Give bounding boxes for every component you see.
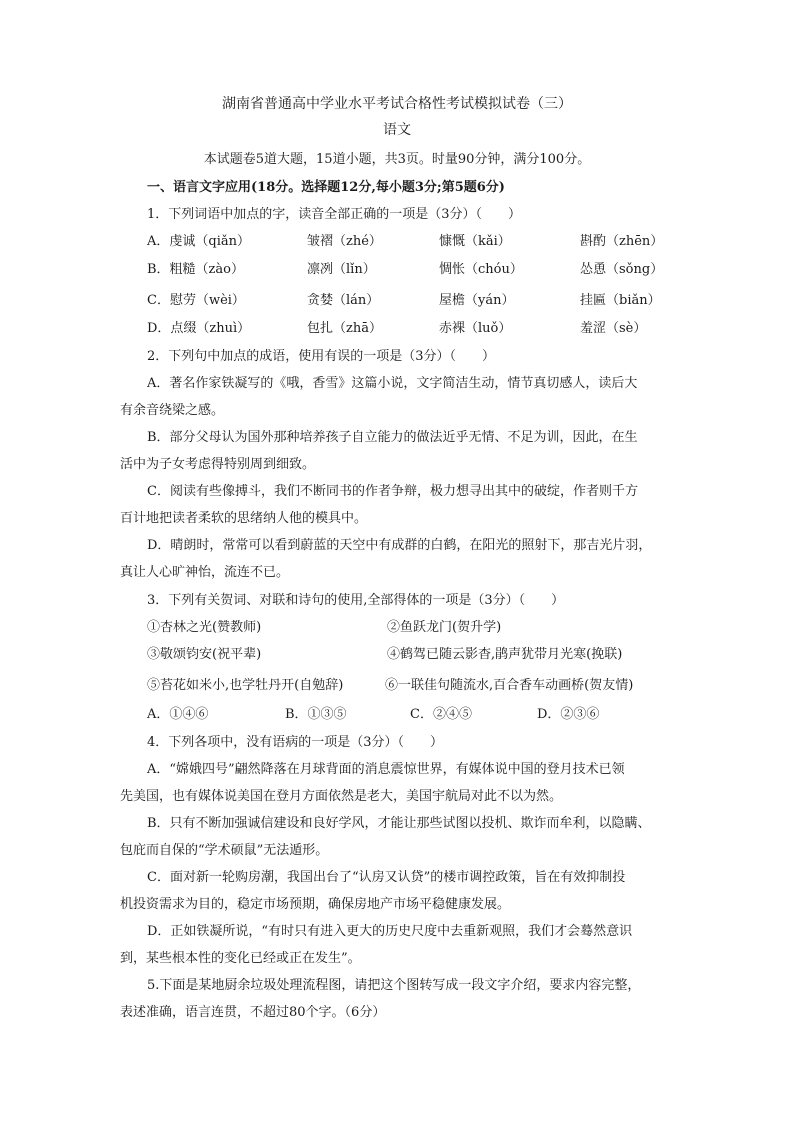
q3-answer: A．①④⑥ <box>147 707 209 722</box>
q1-option-cell: 惆怅（chóu） <box>439 262 523 277</box>
q4-option-b-cont: 包庇而自保的“学术硕鼠”无法遁形。 <box>120 843 329 858</box>
q1-option-cell: C．慰劳（wèi） <box>147 293 245 308</box>
q3-answer-row <box>147 706 667 724</box>
q2-option-a-cont: 有余音绕梁之感。 <box>120 403 225 418</box>
q1-option-cell: 包扎（zhā） <box>307 321 382 336</box>
q3-item-row <box>147 677 667 695</box>
q3-item: ④鹤驾已随云影杳,鹃声犹带月光寒(挽联) <box>387 647 623 662</box>
q4-option-a-cont: 先美国，也有媒体说美国在登月方面依然是老大，美国宇航局对此不以为然。 <box>120 789 563 804</box>
q1-option-cell: 斟酌（zhēn） <box>580 234 664 249</box>
q2-option-b-cont: 活中为子女考虑得特别周到细致。 <box>120 457 316 472</box>
q2-option-c: C．阅读有些像搏斗，我们不断同书的作者争辩，极力想寻出其中的破绽，作者则千方 <box>147 484 638 499</box>
q2-option-d-cont: 真让人心旷神怡，流连不已。 <box>120 565 290 580</box>
question-4-stem: 4．下列各项中，没有语病的一项是（3分）（ ） <box>147 735 444 750</box>
subject-label: 语文 <box>383 122 411 138</box>
exam-title: 湖南省普通高中学业水平考试合格性考试模拟试卷（三） <box>222 96 572 112</box>
q1-option-cell: 羞涩（sè） <box>580 321 647 336</box>
q1-option-cell: D．点缀（zhuì） <box>147 321 251 336</box>
q1-option-cell: 慷慨（kǎi） <box>439 234 511 249</box>
q3-answer: D．②③⑥ <box>537 707 600 722</box>
q4-option-d: D．正如铁凝所说，“有时只有进入更大的历史尺度中去重新观照，我们才会蓦然意识 <box>147 924 633 939</box>
q1-option-cell: 凛冽（lǐn） <box>307 262 376 277</box>
q2-option-a: A．著名作家铁凝写的《哦，香雪》这篇小说，文字简洁生动，情节真切感人，读后大 <box>147 376 638 391</box>
q1-option-cell: 挂匾（biǎn） <box>580 293 661 308</box>
q3-item: ⑤苔花如米小,也学牡丹开(自勉辞) <box>147 678 344 693</box>
q3-item-row <box>147 646 667 664</box>
q4-option-c: C．面对新一轮购房潮，我国出台了“认房又认贷”的楼市调控政策，旨在有效抑制投 <box>147 870 626 885</box>
exam-intro: 本试题卷5道大题，15道小题，共3页。时量90分钟，满分100分。 <box>203 152 591 167</box>
question-1-stem: 1．下列词语中加点的字，读音全部正确的一项是（3分）（ ） <box>147 207 522 222</box>
q3-item-row <box>147 619 667 637</box>
q1-option-cell: 赤裸（luǒ） <box>439 321 512 336</box>
question-5-stem: 5.下面是某地厨余垃圾处理流程图，请把这个图转写成一段文字介绍，要求内容完整， <box>147 978 641 993</box>
q1-option-row <box>147 261 667 279</box>
question-5-stem-cont: 表述准确，语言连贯，不超过80个字。（6分） <box>120 1005 386 1020</box>
question-3-stem: 3．下列有关贺词、对联和诗句的使用,全部得体的一项是（3分）（ ） <box>147 593 565 608</box>
q4-option-c-cont: 机投资需求为目的，稳定市场预期，确保房地产市场平稳健康发展。 <box>120 897 511 912</box>
q3-item: ②鱼跃龙门(贺升学) <box>387 620 502 635</box>
q4-option-b: B．只有不断加强诚信建设和良好学风，才能让那些试图以投机、欺诈而牟利，以隐瞒、 <box>147 816 651 831</box>
q3-item: ⑥一联佳句随流水,百合香车动画桥(贺友情) <box>385 678 634 693</box>
q1-option-cell: B．粗糙（zào） <box>147 262 244 277</box>
q3-item: ③敬颂钧安(祝平辈) <box>147 647 262 662</box>
q1-option-cell: A．虔诚（qiǎn） <box>147 234 250 249</box>
q1-option-cell: 贪婪（lán） <box>307 293 380 308</box>
q1-option-row <box>147 320 667 338</box>
q1-option-row <box>147 292 667 310</box>
q3-answer: C．②④⑤ <box>410 707 472 722</box>
q4-option-d-cont: 到，某些根本性的变化已经或正在发生”。 <box>120 951 361 966</box>
q1-option-cell: 怂恿（sǒng） <box>580 262 664 277</box>
q3-answer: B．①③⑤ <box>285 707 347 722</box>
q3-item: ①杏林之光(赞教师) <box>147 620 262 635</box>
q1-option-cell: 屋檐（yán） <box>439 293 515 308</box>
q2-option-d: D．晴朗时，常常可以看到蔚蓝的天空中有成群的白鹤，在阳光的照射下，那吉光片羽， <box>147 538 652 553</box>
q4-option-a: A．“嫦娥四号”翩然降落在月球背面的消息震惊世界，有媒体说中国的登月技术已领 <box>147 762 625 777</box>
q2-option-b: B．部分父母认为国外那种培养孩子自立能力的做法近乎无情、不足为训，因此，在生 <box>147 430 638 445</box>
q1-option-cell: 皱褶（zhé） <box>307 234 382 249</box>
q2-option-c-cont: 百计地把读者柔软的思绪纳人他的模具中。 <box>120 511 368 526</box>
section-heading: 一、语言文字应用(18分。选择题12分,每小题3分;第5题6分) <box>147 180 505 195</box>
q1-option-row <box>147 233 667 251</box>
question-2-stem: 2．下列句中加点的成语，使用有误的一项是（3分）（ ） <box>147 349 496 364</box>
